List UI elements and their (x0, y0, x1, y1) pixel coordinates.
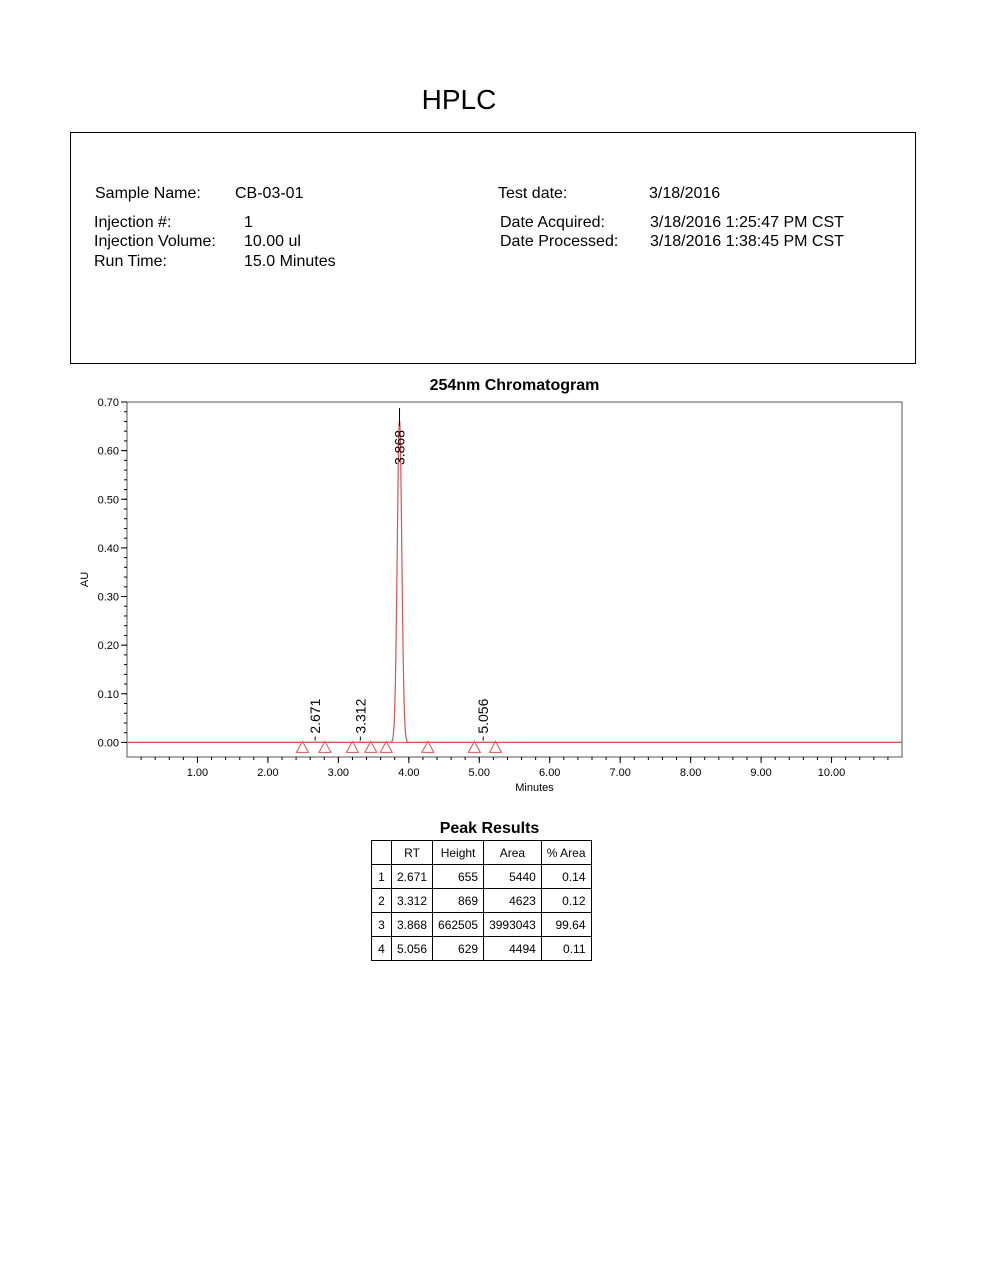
plot-frame (127, 402, 902, 757)
column-header: RT (392, 841, 433, 865)
rt-cell: 3.312 (392, 889, 433, 913)
peak-results-table (371, 840, 592, 961)
integration-marker-icon (380, 741, 392, 752)
integration-marker-icon (468, 741, 480, 752)
report-title: HPLC (421, 84, 497, 115)
y-axis-label: AU (79, 571, 91, 588)
injection-value: 1 (244, 214, 253, 231)
column-header: Area (484, 841, 542, 865)
area-cell: 4623 (484, 889, 542, 913)
x-tick-label: 3.00 (327, 767, 350, 779)
run-time-label: Run Time: (94, 253, 167, 270)
peak-index-cell: 4 (372, 937, 392, 961)
table-header-row (372, 841, 592, 865)
x-tick-label: 7.00 (609, 767, 631, 779)
sample-name-value: CB-03-01 (235, 185, 304, 202)
peak-index-cell: 3 (372, 913, 392, 937)
column-header: Height (433, 841, 484, 865)
chart-title: 254nm Chromatogram (429, 377, 600, 394)
peak-results-title: Peak Results (439, 820, 540, 837)
y-tick-label: 0.00 (97, 737, 119, 750)
x-tick-label: 1.00 (186, 767, 209, 779)
percent-area-cell: 0.11 (541, 937, 591, 961)
peak-label: 5.056 (475, 698, 492, 734)
height-cell: 655 (433, 865, 484, 889)
integration-marker-icon (489, 741, 501, 752)
x-tick-label: 10.00 (817, 767, 846, 779)
rt-cell: 2.671 (392, 865, 433, 889)
column-header: % Area (541, 841, 591, 865)
height-cell: 629 (433, 937, 484, 961)
percent-area-cell: 0.12 (541, 889, 591, 913)
y-tick-label: 0.50 (97, 494, 119, 507)
table-row (372, 937, 592, 961)
run-time-value: 15.0 Minutes (244, 253, 336, 270)
x-tick-label: 6.00 (539, 767, 561, 779)
height-cell: 662505 (433, 913, 484, 937)
test-date-label: Test date: (498, 185, 568, 202)
y-tick-label: 0.10 (97, 688, 119, 701)
integration-marker-icon (422, 741, 434, 752)
peak-label: 2.671 (307, 698, 324, 734)
integration-marker-icon (296, 741, 308, 752)
integration-marker-icon (319, 741, 331, 752)
x-tick-label: 2.00 (257, 767, 279, 779)
y-tick-label: 0.40 (97, 542, 119, 555)
table-row (372, 865, 592, 889)
area-cell: 5440 (484, 865, 542, 889)
integration-marker-icon (346, 741, 358, 752)
height-cell: 869 (433, 889, 484, 913)
date-processed-label: Date Processed: (500, 233, 619, 250)
peak-label: 3.868 (391, 430, 408, 466)
y-tick-label: 0.60 (97, 445, 119, 458)
area-cell: 4494 (484, 937, 542, 961)
rt-cell: 3.868 (392, 913, 433, 937)
rt-cell: 5.056 (392, 937, 433, 961)
x-tick-label: 8.00 (679, 767, 702, 779)
x-tick-label: 9.00 (750, 767, 772, 779)
x-tick-label: 4.00 (398, 767, 420, 779)
y-tick-label: 0.30 (97, 591, 119, 604)
percent-area-cell: 0.14 (541, 865, 591, 889)
peak-index-cell: 1 (372, 865, 392, 889)
date-acquired-value: 3/18/2016 1:25:47 PM CST (650, 214, 844, 231)
table-row (372, 889, 592, 913)
x-axis-label: Minutes (515, 782, 554, 794)
y-tick-label: 0.20 (97, 640, 119, 653)
column-header (372, 841, 392, 865)
sample-name-label: Sample Name: (95, 185, 201, 202)
x-tick-label: 5.00 (468, 767, 490, 779)
percent-area-cell: 99.64 (541, 913, 591, 937)
injection-label: Injection #: (94, 214, 172, 231)
injection-volume-value: 10.00 ul (244, 233, 301, 250)
injection-volume-label: Injection Volume: (94, 233, 216, 250)
integration-marker-icon (365, 741, 377, 752)
date-acquired-label: Date Acquired: (500, 214, 605, 231)
test-date-value: 3/18/2016 (649, 185, 721, 202)
y-tick-label: 0.70 (97, 397, 119, 409)
table-row (372, 913, 592, 937)
signal-trace (127, 421, 902, 743)
peak-index-cell: 2 (372, 889, 392, 913)
date-processed-value: 3/18/2016 1:38:45 PM CST (650, 233, 844, 250)
area-cell: 3993043 (484, 913, 542, 937)
peak-label: 3.312 (352, 698, 369, 734)
